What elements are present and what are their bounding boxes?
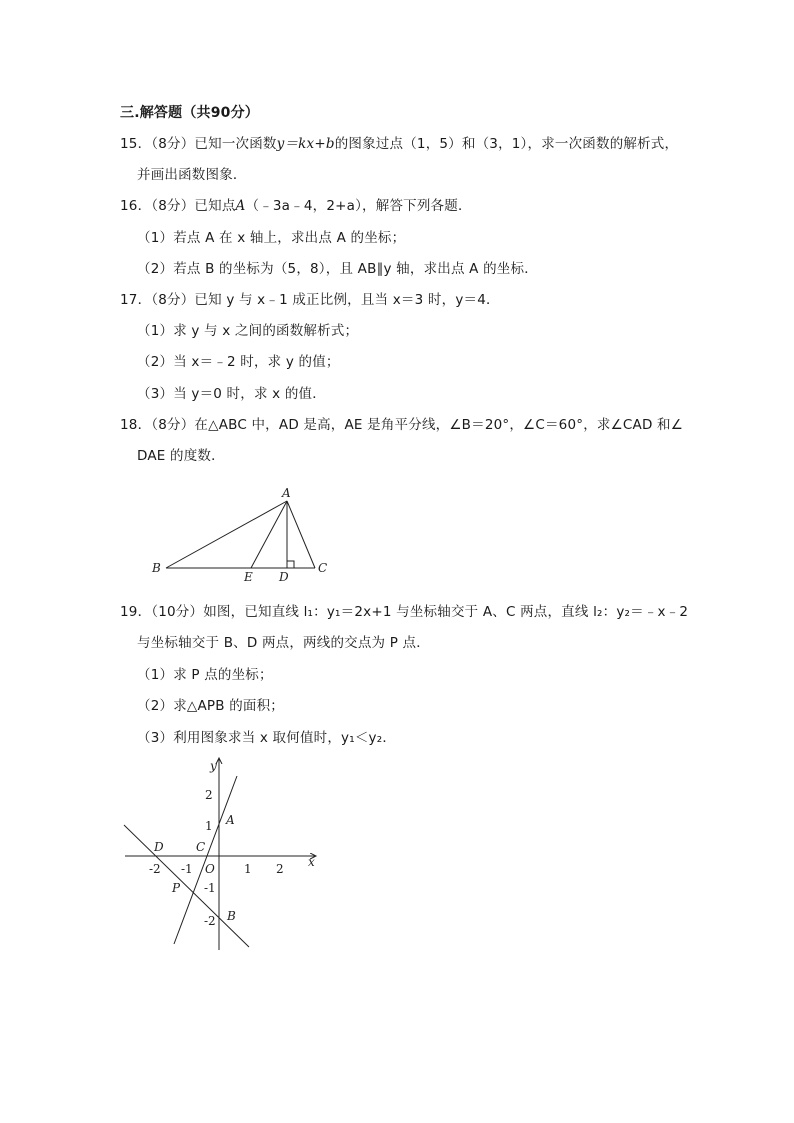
question-15-line-1 — [120, 135, 678, 153]
section-title: 三.解答题（共90分） — [120, 105, 260, 121]
question-text: 已知点 — [194, 198, 236, 214]
label-e: E — [244, 570, 253, 584]
label-c: C — [318, 561, 328, 575]
x-tick-neg1: -1 — [181, 862, 193, 876]
question-17-line-1 — [120, 291, 500, 309]
line-l2 — [124, 825, 249, 947]
question-text: 的图象过点（1，5）和（3，1），求一次函数的解析式， — [334, 136, 679, 152]
question-score: （8分） — [151, 292, 195, 308]
point-a-label: A — [226, 813, 235, 827]
question-15-line-2: 并画出函数图象． — [137, 167, 247, 183]
question-score: （8分） — [151, 198, 195, 214]
y-tick-neg2: -2 — [204, 914, 216, 928]
point-c-label: C — [196, 840, 206, 854]
x-tick-2: 2 — [276, 862, 284, 876]
x-tick-neg2: -2 — [149, 862, 161, 876]
question-number: 19． — [120, 604, 152, 620]
question-16-line-1 — [120, 197, 472, 215]
side-ac — [287, 501, 315, 568]
question-18-line-2: DAE 的度数． — [137, 448, 225, 464]
y-axis-label: y — [210, 759, 217, 773]
coordinate-graph — [120, 752, 330, 957]
question-19-sub-1: （1）求 P 点的坐标； — [137, 667, 273, 683]
question-score: （10分） — [151, 604, 204, 620]
question-number: 15． — [120, 136, 152, 152]
point-d-label: D — [154, 840, 164, 854]
question-16-sub-1: （1）若点 A 在 x 轴上，求出点 A 的坐标； — [137, 230, 406, 246]
y-tick-2: 2 — [205, 788, 213, 802]
question-17-sub-3: （3）当 y＝0 时，求 x 的值． — [137, 386, 326, 402]
question-text: 如图，已知直线 l₁：y₁＝2x+1 与坐标轴交于 A、C 两点，直线 l₂：y₂＝﹣x﹣2 — [203, 604, 689, 620]
question-17-sub-2: （2）当 x＝﹣2 时，求 y 的值； — [137, 354, 340, 370]
point-p-label: P — [172, 881, 181, 895]
question-number: 17． — [120, 292, 152, 308]
label-a: A — [282, 486, 291, 500]
question-text: 已知一次函数 — [194, 136, 277, 152]
y-tick-neg1: -1 — [204, 881, 216, 895]
question-19-sub-3: （3）利用图象求当 x 取何值时，y₁＜y₂． — [137, 730, 397, 746]
formula: y＝kx+b — [276, 136, 335, 152]
question-19-sub-2: （2）求△APB 的面积； — [137, 698, 284, 714]
point-label: A — [235, 198, 246, 214]
question-19-line-2: 与坐标轴交于 B、D 两点，两线的交点为 P 点． — [137, 635, 430, 651]
x-tick-1: 1 — [244, 862, 252, 876]
question-16-sub-2: （2）若点 B 的坐标为（5，8），且 AB∥y 轴，求出点 A 的坐标． — [137, 261, 538, 277]
question-text: （﹣3a﹣4，2+a），解答下列各题． — [245, 198, 472, 214]
triangle-figure — [140, 480, 340, 590]
origin-label: O — [205, 862, 215, 876]
question-number: 18． — [120, 417, 152, 433]
question-18-line-1 — [120, 416, 683, 434]
question-17-sub-1: （1）求 y 与 x 之间的函数解析式； — [137, 323, 359, 339]
question-text: 在△ABC 中，AD 是高，AE 是角平分线，∠B＝20°，∠C＝60°，求∠CAD 和∠ — [194, 417, 684, 433]
x-axis-label: x — [308, 855, 315, 869]
label-b: B — [152, 561, 161, 575]
label-d: D — [279, 570, 289, 584]
point-b-label: B — [227, 909, 236, 923]
question-number: 16． — [120, 198, 152, 214]
question-score: （8分） — [151, 417, 195, 433]
question-text: 已知 y 与 x﹣1 成正比例，且当 x＝3 时，y＝4． — [194, 292, 500, 308]
question-score: （8分） — [151, 136, 195, 152]
y-tick-1: 1 — [205, 819, 213, 833]
right-angle-mark — [287, 561, 294, 568]
question-19-line-1 — [120, 603, 688, 621]
